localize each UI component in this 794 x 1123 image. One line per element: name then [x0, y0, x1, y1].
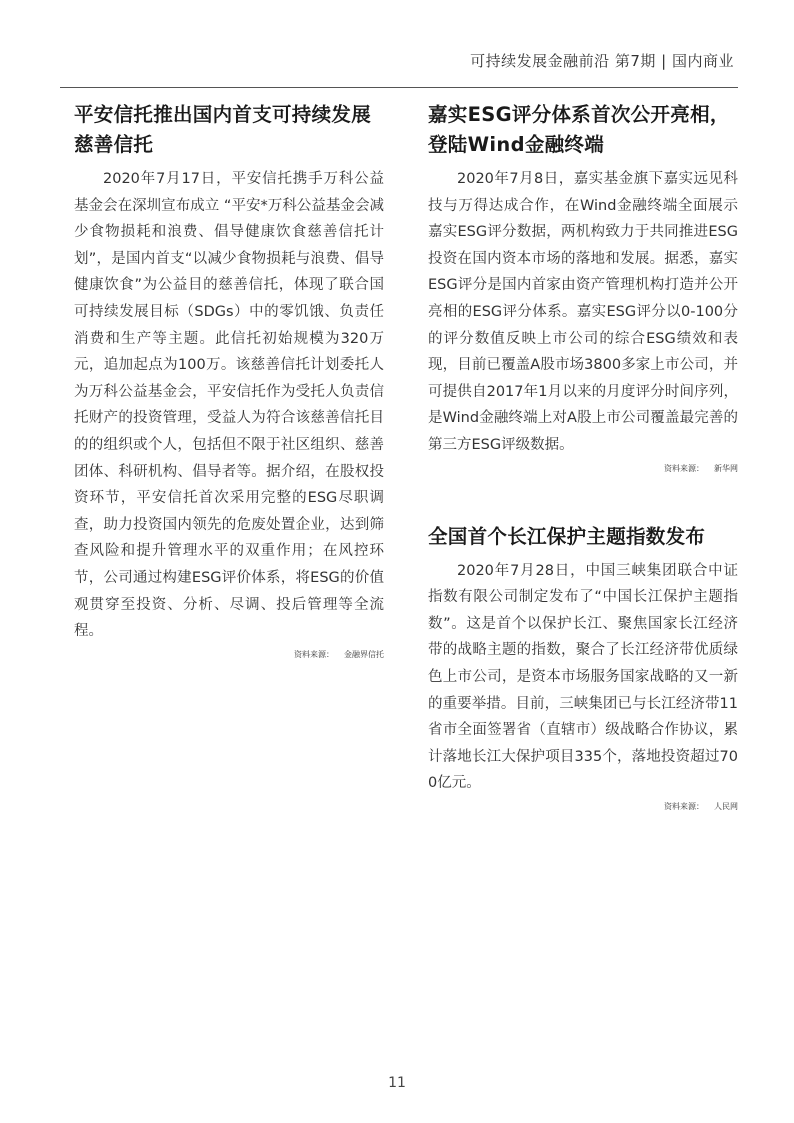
article-body: 2020年7月28日，中国三峡集团联合中证指数有限公司制定发布了“中国长江保护主题指数”。这是首个以保护长江、聚焦国家长江经济带的战略主题的指数，聚合了长江经济带优质绿色上市公司，是资本市场服务国家战略的又一新的重要举措。目前，三峡集团已与长江经济带11省市全面签署省（直辖市）级战略合作协议，累计落地长江大保护项目335个，落地投资超过700亿元。	[428, 562, 738, 792]
article-title: 平安信托推出国内首支可持续发展慈善信托	[74, 103, 372, 156]
left-column	[74, 100, 384, 660]
article-title: 全国首个长江保护主题指数发布	[428, 524, 706, 548]
source-label: 资料来源：	[294, 649, 334, 659]
article-source	[428, 801, 738, 812]
article-body: 2020年7月17日，平安信托携手万科公益基金会在深圳宣布成立 “平安*万科公益基金会减少食物损耗和浪费、倡导健康饮食慈善信托计划”，是国内首支“以减少食物损耗与浪费、倡导健康饮食”为公益目的慈善信托，体现了联合国可持续发展目标（SDGs）中的零饥饿、负责任消费和生产等主题。此信托初始规模为320万元，追加起点为100万。该慈善信托计划委托人为万科公益基金会，平安信托作为受托人负责信托财产的投资管理，受益人为符合该慈善信托目的的组织或个人，包括但不限于社区组织、慈善团体、科研机构、倡导者等。据介绍，在股权投资环节，平安信托首次采用完整的ESG尽职调查，助力投资国内领先的危废处置企业，达到筛查风险和提升管理水平的双重作用；在风控环节，公司通过构建ESG评价体系，将ESG的价值观贯穿至投资、分析、尽调、投后管理等全流程。	[74, 171, 384, 640]
source-name: 人民网	[714, 801, 738, 811]
article-source	[74, 649, 384, 660]
source-name: 新华网	[714, 463, 738, 473]
article-body: 2020年7月8日，嘉实基金旗下嘉实远见科技与万得达成合作，在Wind金融终端全面展示嘉实ESG评分数据，两机构致力于共同推进ESG投资在国内资本市场的落地和发展。据悉，嘉实ESG评分是国内首家由资产管理机构打造并公开亮相的ESG评分体系。嘉实ESG评分以0-100分的评分数值反映上市公司的综合ESG绩效和表现，目前已覆盖A股市场3800多家上市公司，并可提供自2017年1月以来的月度评分时间序列，是Wind金融终端上对A股上市公司覆盖最完善的第三方ESG评级数据。	[428, 171, 738, 453]
article-source	[428, 463, 738, 474]
article-pingan-trust	[74, 100, 384, 660]
source-label: 资料来源：	[664, 801, 704, 811]
header-divider	[60, 87, 738, 88]
article-harvest-esg	[428, 100, 738, 474]
right-column	[428, 100, 738, 812]
article-title: 嘉实ESG评分体系首次公开亮相，登陆Wind金融终端	[428, 103, 730, 156]
article-yangtze-index	[428, 522, 738, 812]
source-label: 资料来源：	[664, 463, 704, 473]
page-number: 11	[388, 1075, 406, 1091]
header-title: 可持续发展金融前沿 第7期 | 国内商业	[470, 52, 734, 70]
source-name: 金融界信托	[344, 649, 384, 659]
